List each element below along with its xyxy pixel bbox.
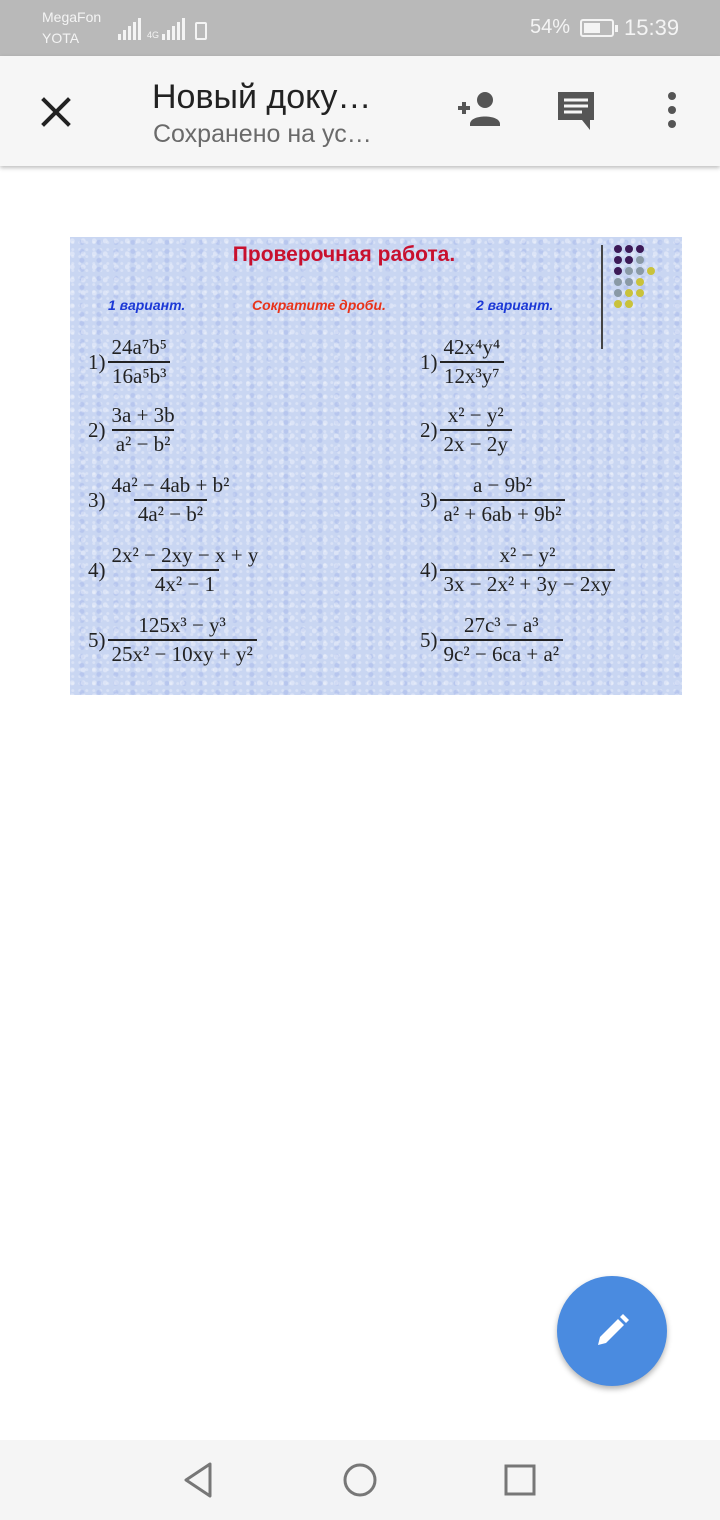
problem-number: 3) bbox=[420, 487, 438, 512]
denominator: a² + 6ab + 9b² bbox=[440, 499, 566, 527]
worksheet-title: Проверочная работа. bbox=[232, 243, 456, 266]
problem-number: 4) bbox=[88, 557, 106, 582]
clock: 15:39 bbox=[624, 15, 680, 40]
denominator: 25x² − 10xy + y² bbox=[108, 639, 257, 667]
fraction bbox=[440, 335, 505, 389]
variant-1-problem bbox=[88, 613, 257, 667]
numerator: x² − y² bbox=[447, 403, 504, 427]
battery-icon bbox=[580, 19, 614, 37]
problem-number: 2) bbox=[420, 417, 438, 442]
carrier-secondary: YOTA bbox=[42, 30, 80, 46]
fraction bbox=[440, 473, 566, 527]
denominator: a² − b² bbox=[112, 429, 175, 457]
problem-number: 3) bbox=[88, 487, 106, 512]
edit-button[interactable] bbox=[557, 1276, 667, 1386]
numerator: 3a + 3b bbox=[111, 403, 175, 427]
variant-2-problem bbox=[420, 543, 615, 597]
variant-1-problem bbox=[88, 543, 262, 597]
denominator: 3x − 2x² + 3y − 2xy bbox=[440, 569, 616, 597]
numerator: 4a² − 4ab + b² bbox=[111, 473, 230, 497]
document-title[interactable]: Новый доку… bbox=[152, 78, 372, 116]
denominator: 2x − 2y bbox=[440, 429, 512, 457]
fraction bbox=[440, 543, 616, 597]
variant-2-label: 2 вариант. bbox=[476, 297, 554, 313]
denominator: 16a⁵b³ bbox=[108, 361, 170, 389]
carrier-primary: MegaFon bbox=[42, 9, 102, 25]
fraction bbox=[108, 613, 257, 667]
add-person-icon bbox=[454, 88, 506, 132]
recents-icon bbox=[498, 1458, 542, 1502]
more-options-button[interactable] bbox=[656, 90, 688, 130]
back-icon bbox=[178, 1460, 222, 1500]
add-person-button[interactable] bbox=[454, 88, 506, 132]
recents-button[interactable] bbox=[498, 1458, 542, 1502]
edit-pencil-icon bbox=[592, 1311, 632, 1351]
worksheet-image[interactable] bbox=[70, 237, 682, 695]
status-bar bbox=[0, 0, 720, 56]
task-label: Сократите дроби. bbox=[252, 297, 386, 313]
denominator: 4x² − 1 bbox=[151, 569, 219, 597]
vibrate-icon bbox=[195, 22, 207, 40]
variant-2-problem bbox=[420, 403, 512, 457]
signal-icon bbox=[118, 18, 141, 40]
network-type: 4G bbox=[147, 30, 160, 40]
home-icon bbox=[338, 1458, 382, 1502]
back-button[interactable] bbox=[178, 1460, 222, 1500]
variant-2-problem bbox=[420, 335, 504, 389]
denominator: 9c² − 6ca + a² bbox=[440, 639, 564, 667]
more-vert-icon bbox=[656, 90, 688, 130]
problem-number: 5) bbox=[420, 627, 438, 652]
denominator: 4a² − b² bbox=[134, 499, 207, 527]
home-button[interactable] bbox=[338, 1458, 382, 1502]
comment-button[interactable] bbox=[554, 88, 598, 132]
fraction bbox=[440, 403, 512, 457]
comment-icon bbox=[554, 88, 598, 132]
numerator: 2x² − 2xy − x + y bbox=[111, 543, 259, 567]
problem-number: 1) bbox=[420, 349, 438, 374]
fraction bbox=[108, 473, 234, 527]
numerator: 24a⁷b⁵ bbox=[111, 335, 167, 359]
variant-1-label: 1 вариант. bbox=[108, 297, 186, 313]
denominator: 12x³y⁷ bbox=[440, 361, 504, 389]
variant-2-problem bbox=[420, 473, 565, 527]
problem-number: 2) bbox=[88, 417, 106, 442]
close-button[interactable] bbox=[36, 92, 76, 132]
numerator: x² − y² bbox=[499, 543, 556, 567]
problem-number: 4) bbox=[420, 557, 438, 582]
app-bar bbox=[0, 56, 720, 166]
numerator: 42x⁴y⁴ bbox=[443, 335, 501, 359]
problem-number: 1) bbox=[88, 349, 106, 374]
variant-1-problem bbox=[88, 473, 233, 527]
problem-number: 5) bbox=[88, 627, 106, 652]
fraction bbox=[108, 403, 179, 457]
variant-1-problem bbox=[88, 403, 179, 457]
fraction bbox=[108, 543, 263, 597]
fraction bbox=[440, 613, 564, 667]
signal-icon bbox=[162, 18, 185, 40]
close-icon bbox=[40, 96, 72, 128]
variant-2-problem bbox=[420, 613, 563, 667]
fraction bbox=[108, 335, 171, 389]
battery-percent: 54% bbox=[530, 16, 571, 38]
save-status: Сохранено на ус… bbox=[153, 120, 372, 148]
numerator: a − 9b² bbox=[472, 473, 532, 497]
navigation-bar bbox=[0, 1440, 720, 1520]
variant-1-problem bbox=[88, 335, 171, 389]
decorative-divider bbox=[601, 245, 603, 349]
numerator: 27c³ − a³ bbox=[463, 613, 539, 637]
numerator: 125x³ − y³ bbox=[138, 613, 226, 637]
signal-indicators bbox=[118, 14, 207, 40]
